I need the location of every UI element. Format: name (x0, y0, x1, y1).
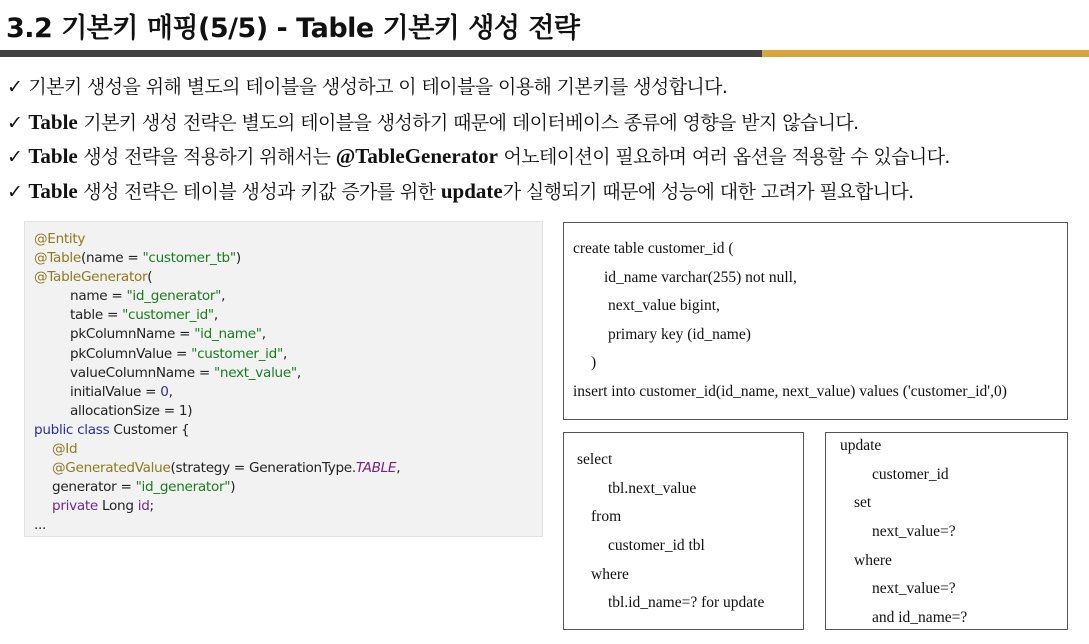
sql-create-box (563, 222, 1068, 420)
code-line (34, 459, 542, 478)
sql-line: create table customer_id ( (573, 240, 734, 257)
page-title: 3.2 기본키 매핑(5/5) - Table 기본키 생성 전략 (6, 13, 580, 44)
bullet-item (7, 139, 950, 174)
bullet-item (7, 105, 950, 140)
bullet-text: 가 실행되기 때문에 성능에 대한 고려가 필요합니다. (502, 180, 914, 203)
code-string: "id_generator" (135, 479, 231, 496)
sql-line: next_value=? (872, 580, 956, 597)
code-line (34, 440, 542, 459)
sql-line: update (840, 437, 882, 454)
bullet-keyword: @TableGenerator (335, 144, 499, 168)
code-text: (name = (80, 250, 143, 267)
sql-line: where (591, 566, 629, 583)
code-text: ) (235, 250, 241, 267)
java-code-block (24, 221, 543, 537)
sql-line: primary key (id_name) (608, 326, 751, 343)
sql-update-box (825, 432, 1068, 630)
sql-line: next_value=? (872, 523, 956, 540)
code-string: "customer_id" (122, 307, 214, 324)
sql-line: customer_id tbl (608, 537, 705, 554)
code-text: ) (230, 479, 236, 496)
code-text: valueColumnName = (70, 364, 214, 381)
code-field: id (137, 498, 150, 515)
code-string: "id_name" (194, 326, 262, 343)
code-text: Long (97, 498, 138, 515)
code-string: "id_generator" (126, 288, 222, 305)
sql-line: where (854, 552, 892, 569)
code-text: ) (187, 402, 193, 419)
bullet-text: 생성 전략을 적용하기 위해서는 (77, 146, 336, 168)
sql-line: from (591, 508, 622, 525)
bullet-text: 어노테이션이 필요하며 여러 옵션을 적용할 수 있습니다. (498, 146, 950, 168)
code-keyword: private (52, 498, 98, 515)
code-number: 0 (160, 383, 169, 400)
code-text: name = (70, 288, 127, 305)
code-text: ; (149, 498, 154, 515)
code-line (34, 249, 542, 268)
bullet-keyword: Table (28, 109, 78, 134)
title-underline-accent (762, 50, 1089, 57)
bullet-list (7, 70, 950, 208)
code-string: "customer_id" (191, 345, 283, 362)
sql-line: tbl.id_name=? for update (608, 594, 765, 611)
code-enum: TABLE (355, 460, 397, 477)
check-icon: ✓ (7, 180, 23, 203)
bullet-keyword: update (440, 178, 503, 203)
code-text: ( (147, 269, 153, 286)
sql-line: id_name varchar(255) not null, (604, 269, 797, 286)
code-line (34, 497, 542, 516)
code-string: "next_value" (213, 364, 297, 381)
code-annotation: @TableGenerator (34, 269, 148, 286)
code-line (34, 402, 542, 421)
code-text: initialValue = (70, 383, 161, 400)
code-annotation: @GeneratedValue (52, 460, 171, 477)
bullet-keyword: Table (28, 178, 78, 203)
sql-line: and id_name=? (872, 609, 968, 626)
check-icon: ✓ (7, 146, 23, 168)
sql-line: select (577, 451, 613, 468)
code-text: allocationSize = (70, 402, 179, 419)
code-line: valueColumnName = "next_value", (70, 364, 301, 381)
code-ellipsis: ... (34, 517, 47, 534)
sql-line: set (854, 494, 872, 511)
code-text: pkColumnValue = (70, 345, 192, 362)
code-line (34, 478, 542, 497)
bullet-item (7, 174, 950, 209)
sql-select-box (563, 432, 804, 630)
code-text: (strategy = GenerationType. (170, 460, 356, 477)
sql-line: customer_id (872, 466, 949, 483)
code-line (34, 268, 542, 287)
code-line (34, 516, 542, 535)
sql-line: insert into customer_id(id_name, next_value) values ('customer_id',0) (573, 383, 1007, 400)
bullet-text: 생성 전략은 테이블 생성과 키값 증가를 위한 (77, 180, 441, 203)
code-line: table = "customer_id", (70, 307, 218, 324)
bullet-item (7, 70, 950, 105)
code-string: "customer_tb" (142, 250, 236, 267)
code-keyword: public class (34, 421, 110, 438)
code-text: Customer { (109, 421, 190, 438)
code-text: table = (70, 307, 123, 324)
code-line (34, 230, 542, 249)
code-text: pkColumnName = (70, 326, 195, 343)
bullet-keyword: Table (28, 144, 78, 168)
code-line: initialValue = 0, (70, 383, 173, 400)
code-annotation: @Entity (34, 231, 86, 247)
code-annotation: @Table (34, 250, 81, 267)
code-line: name = "id_generator", (70, 288, 226, 305)
sql-line: next_value bigint, (608, 297, 720, 314)
sql-line: tbl.next_value (608, 480, 697, 497)
check-icon: ✓ (7, 111, 23, 134)
check-icon: ✓ (7, 76, 23, 98)
code-number: 1 (178, 402, 188, 419)
code-line: pkColumnName = "id_name", (70, 326, 266, 343)
code-text: , (396, 460, 401, 477)
code-line (34, 421, 542, 440)
code-line: pkColumnValue = "customer_id", (70, 345, 287, 362)
code-text: generator = (52, 479, 136, 496)
code-annotation: @Id (52, 441, 78, 458)
sql-line: ) (591, 354, 597, 371)
bullet-text: 기본키 생성 전략은 별도의 테이블을 생성하기 때문에 데이터베이스 종류에 영향을 받지 않습니다. (77, 111, 859, 134)
title-underline-dark (0, 50, 762, 57)
bullet-text: 기본키 생성을 위해 별도의 테이블을 생성하고 이 테이블을 이용해 기본키를 생성합니다. (28, 76, 728, 98)
